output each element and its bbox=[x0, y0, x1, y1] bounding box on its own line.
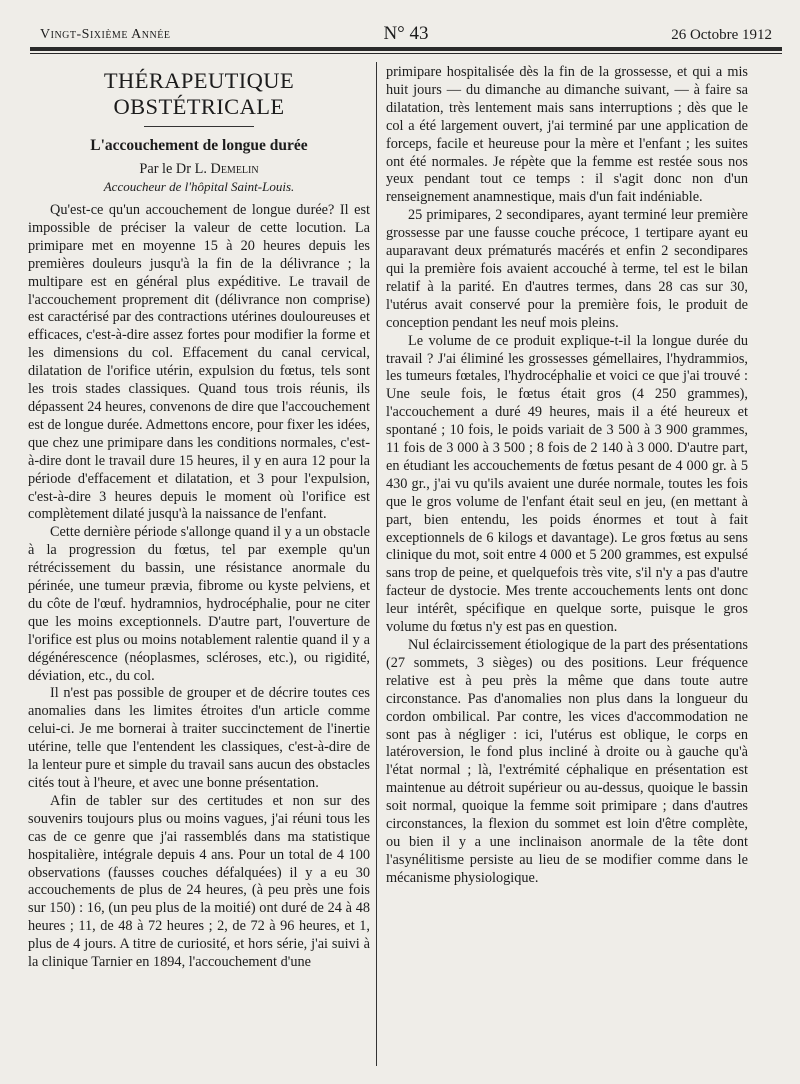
section-title: THÉRAPEUTIQUE OBSTÉTRICALE bbox=[103, 68, 295, 119]
running-header bbox=[40, 22, 772, 46]
title-rule bbox=[144, 126, 254, 127]
column-divider bbox=[376, 62, 377, 1066]
byline-prefix: Par le Dr bbox=[139, 161, 192, 177]
paragraph: Qu'est-ce qu'un accouchement de longue durée? Il est impossible de préciser la valeur de cette locution. La primipare met en moyenne 15 à 20 heures depuis les premières douleurs jusqu'à la fin de la délivrance ; la multipare est en général plus expéditive. Le travail de l'accouchement proprement dit (délivrance non comprise) est caractérisé par des contractions utérines douloureuses et efficaces, c'est-à-dire assez fortes pour modifier la forme et les dimensions du col. Effacement du canal cervical, dilatation de l'orifice utérin, expulsion du fœtus, tels sont les trois stades classiques. Quand tous trois réunis, ils dépassent 24 heures, convenons de dire que l'accouchement est de longue durée. Admettons encore, pour fixer les idées, que chez une primipare dans les conditions normales, c'est-à-dire dont le travail dure 15 heures, il y en aura 12 pour la période d'effacement et dilatation, et 3 pour l'expulsion, c'est-à-dire 3 heures depuis le moment où l'orifice est complètement dilaté jusqu'à la naissance de l'enfant. bbox=[28, 202, 370, 523]
right-column bbox=[386, 64, 748, 1074]
left-column bbox=[28, 64, 370, 1074]
paragraph: Il n'est pas possible de grouper et de décrire toutes ces anomalies dans les limites étroites d'un article comme celui-ci. Je me bornerai à traiter succinctement de l'inertie utérine, telle que l'entendent les classiques, c'est-à-dire de la lenteur pure et simple du travail sans aucun des obstacles cités tout à l'heure, et avec une bonne présentation. bbox=[28, 685, 370, 791]
paragraph: 25 primipares, 2 secondipares, ayant terminé leur première grossesse par une fausse couche précoce, 1 tertipare ayant eu auparavant deux prématurés macérés et enfin 2 secondipares qui la première fois avaient accouché à terme, tel est le bilan relatif à la parité. En d'autres termes, dans 28 cas sur 30, l'utérus avait conservé pour la première fois, le produit de conception pendant les neuf mois pleins. bbox=[386, 207, 748, 331]
issue-number: N° 43 bbox=[383, 23, 429, 44]
paragraph: Cette dernière période s'allonge quand il y a un obstacle à la progression du fœtus, tel par exemple qu'un rétrécissement du bassin, une résistance anormale du périnée, une tumeur prævia, fibrome ou kyste pelviens, et du côte de l'œuf. hydramnios, hydrocéphalie, pour ne citer que les moins exceptionnels. D'autre part, l'ouverture de l'orifice est plus ou moins notablement ralentie quand il y a dégénérescence (néoplasmes, scléroses, etc.), ou rigidité, déviation, etc., du col. bbox=[28, 524, 370, 684]
article-title: L'accouchement de longue durée bbox=[90, 137, 308, 154]
author-affiliation: Accoucheur de l'hôpital Saint-Louis. bbox=[103, 179, 295, 194]
header-rule-thin bbox=[30, 53, 782, 54]
header-rule-thick bbox=[30, 47, 782, 51]
author-name: L. Demelin bbox=[194, 161, 259, 177]
issue-date: 26 Octobre 1912 bbox=[671, 27, 772, 43]
byline bbox=[28, 160, 370, 178]
paragraph: Nul éclaircissement étiologique de la part des présentations (27 sommets, 3 sièges) ou des positions. Leur fréquence relative est à peu près la même que dans toute autre circonstance. Pas d'anomalies non plus dans la longueur du cordon ombilical. Par contre, les vices d'accommodation ne sont pas à négliger : ici, l'utérus est oblique, le corps en latéroversion, le fond plus incliné à droite ou à gauche qu'à l'état normal ; là, l'extrémité céphalique en présentation est maintenue au détroit supérieur ou au-dessus, quoique le bassin soit normal, quoique la femme soit primipare ; dans d'autres circonstances, la flexion du sommet est loin d'être complète, ou bien il y a une inclinaison anormale de la tête dont l'asynélitisme persiste au lieu de se modifier comme dans le mécanisme physiologique. bbox=[386, 637, 748, 886]
paragraph: primipare hospitalisée dès la fin de la grossesse, et qui a mis huit jours — du dimanche au dimanche suivant, — à faire sa dilatation, très lentement mais sans interruptions ; dès que le col a été largement ouvert, j'ai terminé par une application de forceps, facile et heureuse pour la mère et l'enfant ; les suites ont été normales. Je répète que la femme est restée sous nos yeux pendant tout ce temps : il s'agit donc non d'un renseignement anamnestique, mais d'un fait indéniable. bbox=[386, 64, 748, 206]
paragraph: Le volume de ce produit explique-t-il la longue durée du travail ? J'ai éliminé les grossesses gémellaires, l'hydrammios, les tumeurs fœtales, l'hydrocéphalie et voici ce que j'ai trouvé : Une seule fois, le fœtus était gros (4 250 grammes), l'accouchement a duré 49 heures, mais il a été heureux et spontané ; 10 fois, le poids variait de 3 500 à 3 900 grammes, 11 fois de 3 000 à 3 500 ; 8 fois de 2 140 à 3 000. D'autre part, en étudiant les accouchements de fœtus pesant de 4 000 gr. à 5 430 gr., j'ai vu qu'ils avaient une durée normale, toutes les fois que le gros volume de l'enfant était seul en jeu, (en mettant à part, bien entendu, les poids énormes et tout à fait exceptionnels de 6 kilogs et davantage). Le gros fœtus au sens clinique du mot, soit entre 4 000 et 5 200 grammes, est expulsé sans trop de peine, et quelquefois très vite, s'il n'y a pas d'autre facteur de dystocie. Mes trente accouchements lents ont donc leur intérêt, spécifique en quelque sorte, puisque le gros volume du fœtus n'y est pas en question. bbox=[386, 332, 748, 636]
volume-year: Vingt-Sixième Année bbox=[40, 27, 171, 42]
paragraph: Afin de tabler sur des certitudes et non sur des souvenirs toujours plus ou moins vagues, j'ai réuni tous les cas de ce genre que j'ai rassemblés dans ma statistique hospitalière, intégrale depuis 4 ans. Pour un total de 4 100 observations (fausses couches défalquées) il y a eu 30 accouchements de plus de 24 heures, (à peu près une fois sur 150) : 16, (un peu plus de la moitié) ont duré de 24 à 48 heures ; 11, de 48 à 72 heures ; 2, de 72 à 96 heures, et 1, plus de 4 jours. A titre de curiosité, et hors série, j'ai suivi à la clinique Tarnier en 1894, l'accouchement d'une bbox=[28, 792, 370, 971]
